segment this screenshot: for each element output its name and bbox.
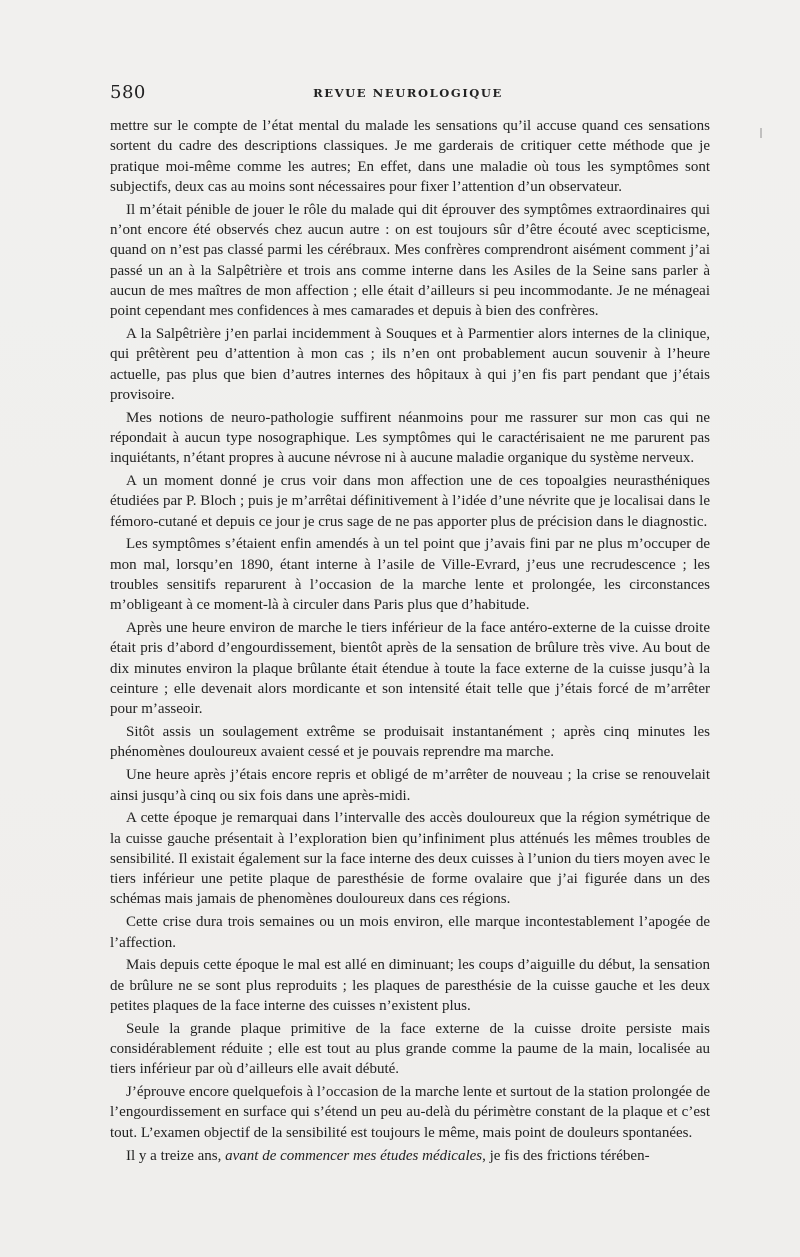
paragraph-14: J’éprouve encore quelquefois à l’occasion de la marche lente et surtout de la station prolongée de l’engourdissement en surface qui s’étend un peu au-delà du périmètre constant de la plaque et c’est tout. L’examen objectif de la sensibilité est toujours le même, mais point de douleurs spontanées. — [110, 1084, 710, 1141]
paragraph-2: Il m’était pénible de jouer le rôle du malade qui dit éprouver des symptômes extraordinaires qui n’ont encore été observés chez aucun autre : on est toujours sûr d’être écouté avec scepticisme, quand on n’est pas classé parmi les cérébraux. Mes confrères comprendront aisément comment j’ai passé un an à la Salpêtrière et trois ans comme interne dans les Asiles de la Seine sans parler à aucun de mes maîtres de mon affection ; elle était d’ailleurs si peu incommodante. Je ne ménageai point cependant mes confidences à mes camarades et depuis à bien des confrères. — [110, 201, 710, 320]
paragraph-11: Cette crise dura trois semaines ou un mois environ, elle marque incontestablement l’apogée de l’affection. — [110, 914, 710, 951]
paragraph-6: Les symptômes s’étaient enfin amendés à un tel point que j’avais fini par ne plus m’occuper de mon mal, lorsqu’en 1890, étant interne à l’asile de Ville-Evrard, j’eus une recrudescence ; les troubles sensitifs reparurent à l’occasion de la marche lente et prolongée, les circonstances m’obligeant à ce moment-là à circuler dans Paris plus que d’habitude. — [110, 536, 710, 614]
paragraph-3: A la Salpêtrière j’en parlai incidemment à Souques et à Parmentier alors internes de la clinique, qui prêtèrent peu d’attention à mon cas ; ils n’en ont probablement aucun souvenir à l’heure actuelle, pas plus que bien d’autres internes des hôpitaux à qui j’en fis part pendant que j’étais provisoire. — [110, 325, 710, 403]
paragraph-8: Sitôt assis un soulagement extrême se produisait instantanément ; après cinq minutes les phénomènes douloureux avaient cessé et je pouvais reprendre ma marche. — [110, 724, 710, 761]
margin-mark — [760, 128, 762, 138]
paragraph-15-italic: avant de commencer mes études médicales — [225, 1147, 483, 1164]
paragraph-9: Une heure après j’étais encore repris et obligé de m’arrêter de nouveau ; la crise se renouvelait ainsi jusqu’à cinq ou six fois dans une après-midi. — [110, 767, 710, 804]
paragraph-5: A un moment donné je crus voir dans mon affection une de ces topoalgies neurasthéniques étudiées par P. Bloch ; puis je m’arrêtai définitivement à l’idée d’une névrite que je localisai dans le fémoro-cutané et depuis ce jour je crus sage de ne pas apporter plus de précision dans le diagnostic. — [110, 473, 710, 530]
paragraph-10: A cette époque je remarquai dans l’intervalle des accès douloureux que la région symétrique de la cuisse gauche présentait à l’exploration bien qu’infiniment plus atténués les mêmes troubles de sensibilité. Il existait également sur la face interne des deux cuisses à l’union du tiers moyen avec le tiers inférieur une petite plaque de paresthésie de forme ovalaire que j’ai figurée dans un des schémas mais jamais de phenomènes douloureux dans ces régions. — [110, 810, 710, 908]
paragraph-4: Mes notions de neuro-pathologie suffirent néanmoins pour me rassurer sur mon cas qui ne répondait à aucun type nosographique. Les symptômes qui le caractérisaient ne me parurent pas inquiétants, n’étant propres à aucune névrose ni à aucune maladie organique du système nerveux. — [110, 409, 710, 467]
paragraph-7: Après une heure environ de marche le tiers inférieur de la face antéro-externe de la cuisse droite était pris d’abord d’engourdissement, bientôt après de la sensation de brûlure très vive. Au bout de dix minutes environ la plaque brûlante était étendue à toute la face externe de la cuisse jusqu’à la ceinture ; elle devenait alors mordicante et son intensité était telle que j’étais forcé de m’arrêter pour m’asseoir. — [110, 620, 710, 718]
paragraph-1: mettre sur le compte de l’état mental du malade les sensations qu’il accuse quand ces sensations sortent du cadre des descriptions classiques. Je me garderais de critiquer cette méthode que je pratique moi-même comme les autres; En effet, dans une maladie où tous les symptômes sont subjectifs, deux cas au moins sont nécessaires pour fixer l’attention d’un observateur. — [110, 118, 710, 195]
body-text — [110, 116, 710, 1168]
page-number: 580 — [110, 82, 146, 103]
running-head: REVUE NEUROLOGIQUE — [313, 86, 503, 100]
paragraph-15-start: Il y a treize ans, — [126, 1147, 226, 1164]
paragraph-15-end: , je fis des frictions térében- — [482, 1147, 650, 1164]
paragraph-15 — [110, 1146, 710, 1166]
page-header — [110, 82, 706, 106]
paragraph-13: Seule la grande plaque primitive de la face externe de la cuisse droite persiste mais considérablement réduite ; elle est tout au plus grande comme la paume de la main, localisée au tiers inférieur par où d’ailleurs elle avait débuté. — [110, 1020, 710, 1078]
paragraph-12: Mais depuis cette époque le mal est allé en diminuant; les coups d’aiguille du début, la sensation de brûlure ne se sont plus reproduits ; les plaques de paresthésie de la cuisse gauche et les deux petites plaques de la face interne des cuisses n’existent plus. — [110, 957, 710, 1014]
